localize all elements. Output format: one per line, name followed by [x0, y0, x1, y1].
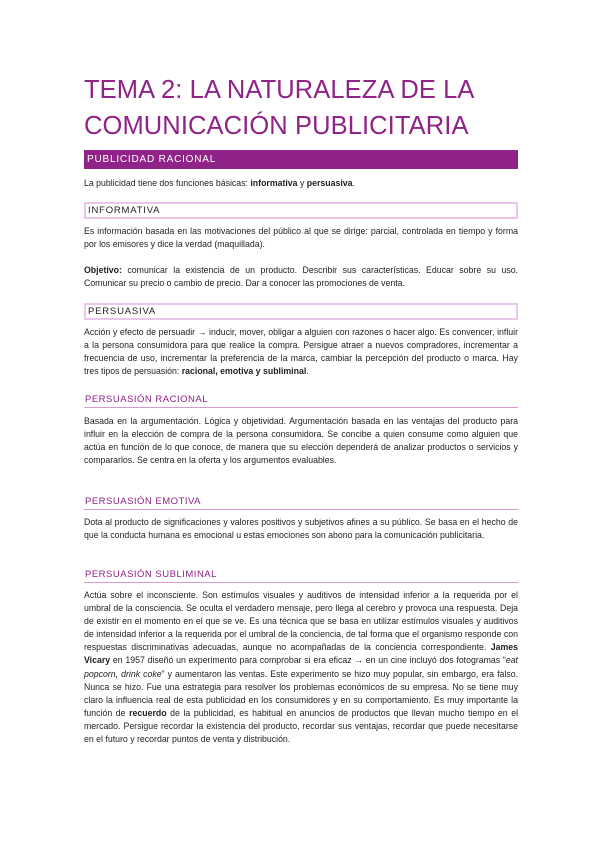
- recuerdo-bold: recuerdo: [129, 707, 167, 718]
- intro-text: La publicidad tiene dos funciones básicas:: [84, 178, 251, 188]
- intro-end: .: [352, 178, 355, 188]
- subheading-persuasion-subliminal: PERSUASIÓN SUBLIMINAL: [84, 568, 518, 583]
- persuasiva-text: Acción y efecto de persuadir → inducir, mover, obligar a alguien con razones o hacer algo. Es convencer, influir a la persona consumidora para que realice la compra. Persigue atraer a nuevos compradores, incrementar a frecuencia de uso, incrementar la preferencia de la marca, cambiar la percepción del producto o marca. Hay tres tipos de persuasión:: [84, 327, 518, 377]
- objetivo-label: Objetivo:: [84, 265, 122, 275]
- intro-paragraph: [84, 177, 518, 190]
- james-vicary-bold: James Vicary: [84, 642, 518, 666]
- subliminal-text-3: ” y aumentaron las ventas. Este experimento se hizo muy popular, sin embargo, era falso. Nunca se hizo. Fue una estrategia para resolver los problemas económicos de su empresa. No se tiene muy claro la influencia real de esta publicidad en los consumidores y en su comportamiento. Es muy importante la función de: [84, 668, 518, 718]
- persuasion-racional-paragraph: Basada en la argumentación. Lógica y objetividad. Argumentación basada en las ventajas del producto para influir en la elección de compra de la persona consumidora. Se concibe a quien consume como alguien que actúa en función de lo que conoce, de manera que su elección dependerá de analizar productos o servicios y compararlos. Se centra en la oferta y los argumentos evaluables.: [84, 416, 518, 466]
- subheading-persuasiva: PERSUASIVA: [84, 303, 518, 320]
- subheading-persuasion-racional: PERSUASIÓN RACIONAL: [84, 393, 518, 408]
- page-title: [84, 72, 524, 144]
- intro-connector: y: [297, 178, 307, 188]
- subliminal-text-1: Actúa sobre el inconsciente. Son estímulos visuales y auditivos de intensidad inferior a la requerida por el umbral de la consciencia. Se oculta el verdadero mensaje, pero llega al cerebro y provoca una respuesta. Deja de existir en el momento en el que se ve. Es una técnica que se basa en utilizar estímulos visuales y auditivos de intensidad inferior a la requerida por el umbral de la conciencia, de tal forma que el organismo responde con respuestas discriminativas adecuadas, aunque no acompañadas de la conciencia correspondiente.: [84, 590, 518, 653]
- title-line-1: TEMA 2: LA NATURALEZA DE LA: [84, 76, 475, 104]
- objetivo-text: comunicar la existencia de un producto. Describir sus características. Educar sobre su uso. Comunicar su precio o cambio de precio. Dar a conocer las promociones de venta.: [84, 265, 518, 289]
- subliminal-text-2: en 1957 diseñó un experimento para comprobar si era eficaz → en un cine incluyó dos fotogramas “: [110, 655, 506, 666]
- persuasion-subliminal-paragraph: [84, 589, 518, 746]
- intro-bold-persuasiva: persuasiva: [306, 178, 353, 188]
- subheading-informativa: INFORMATIVA: [84, 202, 518, 219]
- informativa-paragraph-2: [84, 264, 518, 290]
- intro-bold-informativa: informativa: [250, 178, 298, 188]
- subheading-persuasion-emotiva: PERSUASIÓN EMOTIVA: [84, 495, 518, 510]
- subliminal-text-4: de la publicidad, es habitual en anuncios de productos que llevan mucho tiempo en el mercado. Persigue recordar la existencia del producto, recordar sus ventajas, recordar que puede necesitarse en el futuro y recordar puntos de venta y distribución.: [84, 707, 519, 745]
- informativa-paragraph-1: Es información basada en las motivaciones del público al que se dirige: parcial, controlada en tiempo y forma por los emisores y dice la verdad (maquillada).: [84, 226, 518, 250]
- section-heading-publicidad-racional: PUBLICIDAD RACIONAL: [84, 150, 518, 169]
- persuasion-types-bold: racional, emotiva y subliminal: [181, 366, 307, 377]
- persuasiva-paragraph: [84, 326, 518, 378]
- fotogramas-italic: eat popcorn, drink coke: [84, 655, 518, 679]
- persuasion-emotiva-paragraph: Dota al producto de significaciones y valores positivos y subjetivos afines a su público. Se basa en el hecho de que la conducta humana es emocional u estas emociones son abono para la comunicación publicitaria.: [84, 517, 518, 541]
- title-line-2: COMUNICACIÓN PUBLICITARIA: [84, 112, 469, 140]
- persuasiva-end: .: [306, 366, 309, 377]
